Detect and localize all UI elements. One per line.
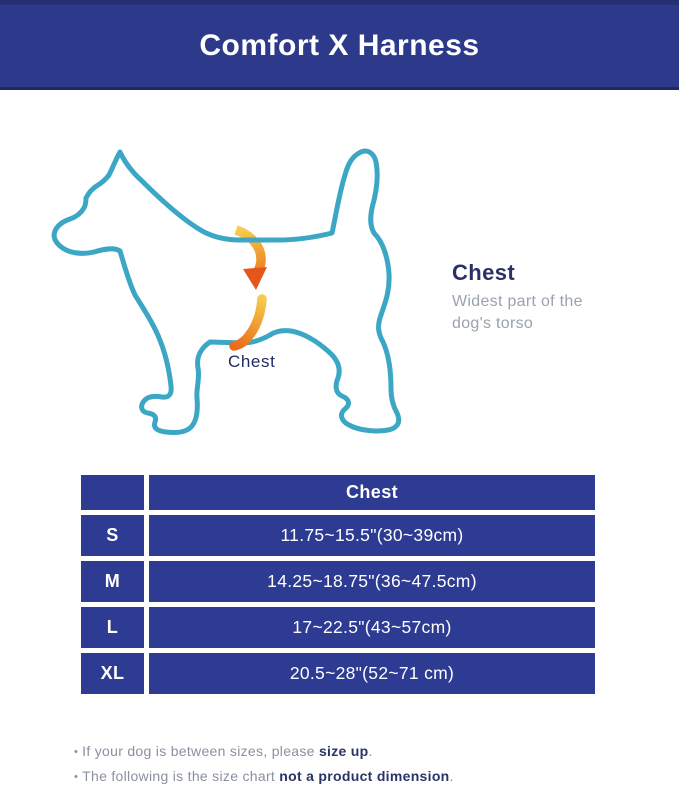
chest-callout-title: Chest: [452, 260, 516, 285]
size-label-l: L: [81, 607, 144, 648]
footnote-size-up: [74, 743, 634, 759]
chest-range-m: 14.25~18.75"(36~47.5cm): [149, 561, 595, 602]
size-table-chest-header: Chest: [149, 475, 595, 510]
size-label-xl: XL: [81, 653, 144, 694]
bullet-dot-icon: •: [74, 771, 79, 783]
size-label-s: S: [81, 515, 144, 556]
bullet-dot-icon: •: [74, 746, 79, 758]
footnote-text: The following is the size chart not a product dimension.: [82, 768, 454, 784]
chest-callout-description: [452, 291, 642, 335]
chest-range-s: 11.75~15.5"(30~39cm): [149, 515, 595, 556]
callout-description-line2: dog's torso: [452, 315, 534, 332]
chest-range-xl: 20.5~28"(52~71 cm): [149, 653, 595, 694]
footnote-text: If your dog is between sizes, please size up.: [82, 743, 373, 759]
size-table-corner-cell: [81, 475, 144, 510]
footnotes: [74, 743, 634, 786]
dog-outline: [54, 151, 399, 433]
page-title: Comfort X Harness: [199, 29, 480, 62]
arrow-head-icon: [243, 267, 267, 290]
dog-diagram: [40, 130, 440, 460]
chest-range-l: 17~22.5"(43~57cm): [149, 607, 595, 648]
size-label-m: M: [81, 561, 144, 602]
header-bar: [0, 0, 679, 90]
callout-description-line1: Widest part of the: [452, 293, 583, 310]
measurement-arrow-upper: [236, 230, 261, 271]
footnote-not-product-dimension: [74, 768, 634, 784]
size-table: [81, 475, 595, 694]
chest-callout: [452, 260, 642, 335]
chest-diagram-label: Chest: [228, 352, 276, 371]
